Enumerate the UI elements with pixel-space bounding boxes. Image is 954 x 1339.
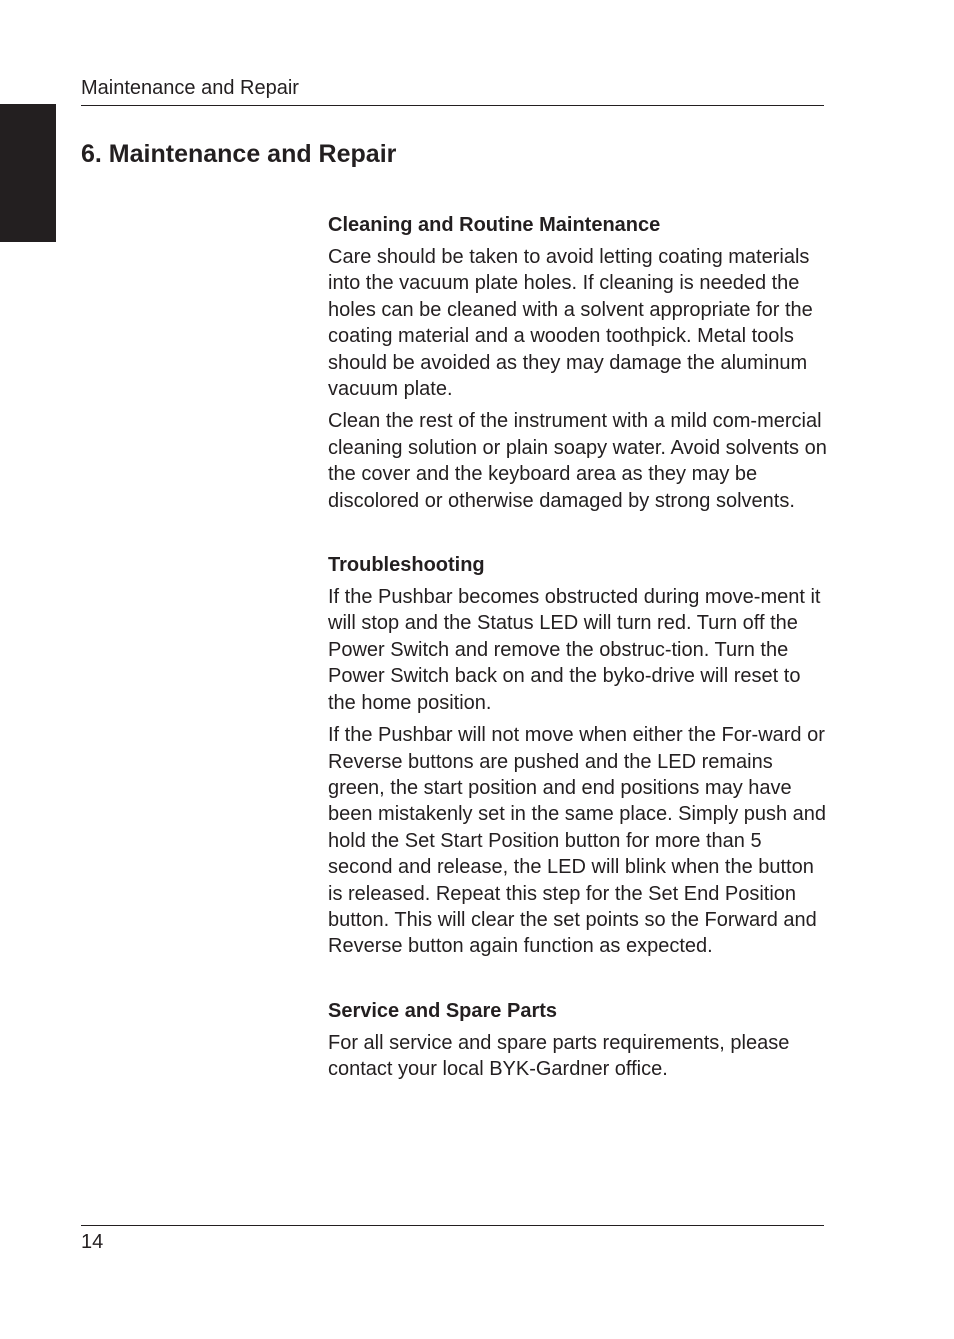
section-title: Troubleshooting	[328, 554, 485, 577]
section-title: Service and Spare Parts	[328, 999, 558, 1022]
chapter-title: 6. Maintenance and Repair	[81, 140, 397, 168]
footer-rule	[81, 1225, 824, 1226]
section-service	[328, 998, 828, 1083]
page-content	[328, 212, 828, 1083]
section-title: Cleaning and Routine Maintenance	[328, 214, 661, 236]
section-troubleshooting	[328, 552, 828, 960]
paragraph: Care should be taken to avoid letting coating materials into the vacuum plate holes. If cleaning is needed the holes can be cleaned with a solvent appropriate for the coating material and a wooden toothpick. Metal tools should be avoided as they may damage the aluminum vacuum plate.	[328, 246, 813, 401]
paragraph: If the Pushbar becomes obstructed during move-ment it will stop and the Status LED will turn red. Turn off the Power Switch and remove the obstruc-tion. Turn the Power Switch back on and the byko-drive will reset to the home position.	[328, 586, 821, 714]
language-tab	[0, 104, 56, 312]
page-number: 14	[81, 1231, 104, 1253]
running-header: Maintenance and Repair	[81, 77, 299, 99]
paragraph: If the Pushbar will not move when either the For-ward or Reverse buttons are pushed and the LED remains green, the start position and end positions may have been mistakenly set in the same place. Simply push and hold the Set Start Position button for more than 5 second and release, the LED will blink when the button is released. Repeat this step for the Set End Position button. This will clear the set points so the Forward and Reverse button again function as expected.	[328, 724, 827, 958]
paragraph: For all service and spare parts requirements, please contact your local BYK-Gardner office.	[328, 1031, 790, 1081]
section-cleaning	[328, 212, 828, 514]
paragraph: Clean the rest of the instrument with a mild com-mercial cleaning solution or plain soapy water. Avoid solvents on the cover and the keyboard area as they may be discolored or otherwise damaged by strong solvents.	[328, 410, 827, 512]
language-tab-label: English	[26, 242, 47, 312]
header-rule	[81, 105, 824, 106]
